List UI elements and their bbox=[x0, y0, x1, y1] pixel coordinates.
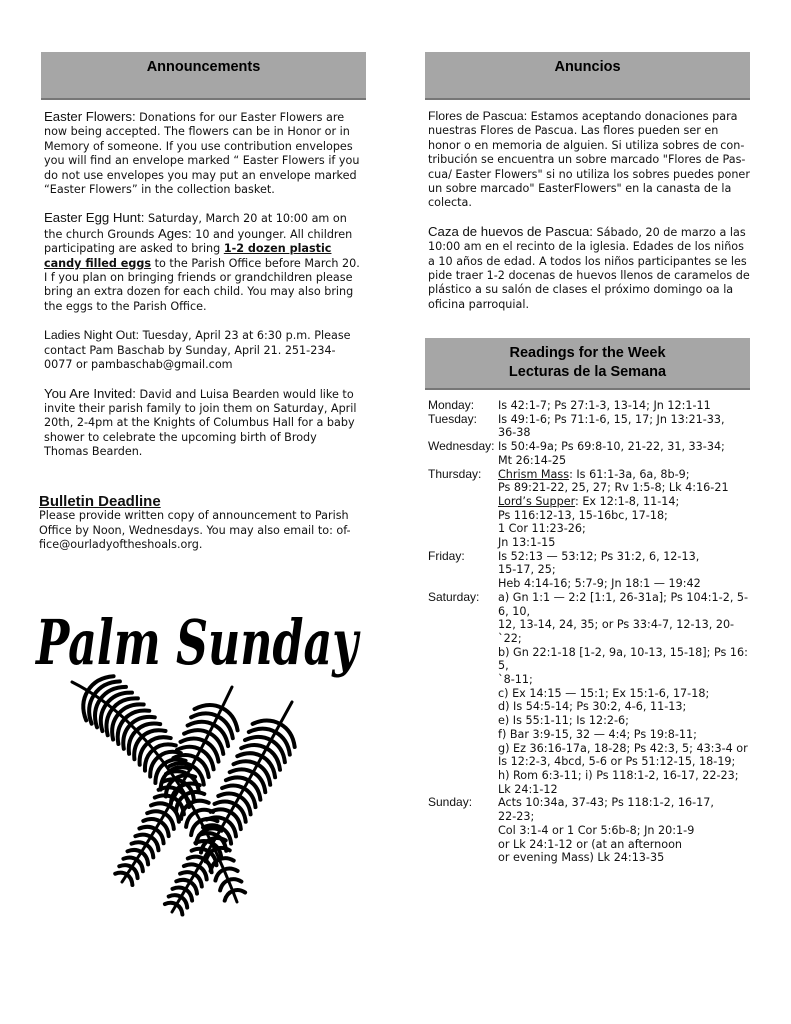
palm-leaflet bbox=[128, 850, 142, 852]
anuncios-body bbox=[428, 109, 750, 312]
palm-leaflet bbox=[245, 737, 271, 740]
palm-leaflet bbox=[233, 890, 245, 892]
reading-line: Heb 4:14-16; 5:7-9; Jn 18:1 — 19:42 bbox=[498, 577, 701, 591]
reading-thursday bbox=[428, 468, 758, 550]
announcements-body bbox=[44, 110, 364, 460]
reading-text bbox=[498, 468, 758, 550]
palm-leaflet bbox=[224, 869, 238, 871]
egg-hunt-text-2: 10 and younger. All children participating are asked to bring bbox=[44, 227, 353, 256]
egg-hunt-paragraph bbox=[44, 211, 364, 314]
palm-leaflet bbox=[253, 720, 280, 723]
palm-leaflet bbox=[148, 737, 171, 743]
reading-line: d) Is 54:5-14; Ps 30:2, 4-6, 11-13; bbox=[498, 700, 687, 714]
palm-leaflet bbox=[137, 860, 143, 872]
palm-leaflet bbox=[184, 864, 199, 866]
invited-lead: You Are Invited: bbox=[44, 385, 136, 401]
egg-hunt-emphasis: 1-2 dozen plastic candy filled eggs bbox=[44, 242, 332, 270]
palm-leaflet bbox=[188, 857, 204, 859]
invited-text: David and Luisa Bearden would like to invite their parish family to join them on Saturday, April 20th, 2-4pm at the Knights of Columbus Hall for a baby shower to celebrate the upcoming birth of Brody Thomas Bearden. bbox=[44, 387, 357, 459]
palm-leaflet bbox=[123, 858, 136, 860]
reading-line: or evening Mass) Lk 24:13-35 bbox=[498, 851, 665, 865]
reading-day: Saturday: bbox=[428, 589, 480, 604]
reading-day: Thursday: bbox=[428, 466, 482, 481]
anuncios-title: Anuncios bbox=[554, 59, 621, 75]
palm-leaflet bbox=[226, 777, 249, 780]
reading-line: 36-38 bbox=[498, 426, 531, 440]
reading-line: 1 Cor 11:23-26; bbox=[498, 522, 586, 536]
palm-leaflet bbox=[249, 729, 276, 732]
palm-frond-icon bbox=[72, 676, 295, 914]
ladies-night-text: Tuesday, April 23 at 6:30 p.m. Please contact Pam Baschab by Sunday, April 21. 251-234-0077 or pambaschab@gmail.com bbox=[44, 329, 351, 372]
palm-leaflet bbox=[176, 880, 190, 882]
reading-line: Is 49:1-6; Ps 71:1-6, 15, 17; Jn 13:21-33, bbox=[498, 412, 725, 426]
palm-leaflet bbox=[147, 811, 165, 813]
chrism-mass-text: : Is 61:1-3a, 6a, 8b-9; bbox=[569, 467, 690, 481]
reading-line: e) Is 55:1-11; Is 12:2-6; bbox=[498, 714, 629, 728]
reading-line: `22; bbox=[498, 631, 522, 645]
readings-title-spanish: Lecturas de la Semana bbox=[508, 364, 667, 380]
easter-flowers-lead: Easter Flowers: bbox=[44, 109, 136, 124]
reading-line: Is 12:2-3, 4bcd, 5-6 or Ps 51:12-15, 18-19; bbox=[498, 755, 736, 769]
palm-leaflet bbox=[180, 872, 194, 874]
reading-line: Is 42:1-7; Ps 27:1-3, 13-14; Jn 12:1-11 bbox=[498, 399, 711, 412]
palm-leaflet bbox=[132, 842, 147, 844]
reading-monday bbox=[428, 399, 758, 413]
palm-leaflet bbox=[181, 738, 205, 741]
reading-line: or Lk 24:1-12 or (at an afternoon bbox=[498, 837, 683, 851]
invited-paragraph bbox=[44, 387, 364, 460]
reading-line: Col 3:1-4 or 1 Cor 5:6b-8; Jn 20:1-9 bbox=[498, 823, 695, 837]
bulletin-deadline-text: Please provide written copy of announcement to Parish Office by Noon, Wednesdays. You may also email to: of-fice@ourladyoftheshoals.org. bbox=[39, 509, 351, 552]
caza-paragraph bbox=[428, 225, 750, 312]
reading-line: `8-11; bbox=[498, 673, 533, 687]
palm-leaflet bbox=[177, 747, 201, 750]
palm-sunday-illustration bbox=[32, 582, 362, 922]
palm-leaflet bbox=[191, 713, 218, 717]
palm-leaflet bbox=[177, 905, 183, 915]
reading-friday bbox=[428, 550, 758, 591]
reading-line bbox=[498, 495, 758, 509]
palm-leaflet bbox=[218, 793, 239, 796]
reading-text bbox=[498, 399, 758, 413]
palm-leaflet bbox=[141, 852, 148, 864]
palm-leaflet bbox=[215, 870, 223, 881]
reading-line: Ps 89:21-22, 25, 27; Rv 1:5-8; Lk 4:16-21 bbox=[498, 481, 729, 495]
flores-text: Estamos aceptando donaciones para nuestras Flores de Pascua. Las flores pueden ser en honor o en memoria de alguien. Si utiliza sobres de con-tribución se encuentra un sobre marcado "Flores de Pas-cua/ Easter Flowers" si no utiliza los sobres puedes poner un sobre marcado" EasterFlowers" en la canasta de la colecta. bbox=[428, 110, 750, 210]
reading-text bbox=[498, 796, 758, 865]
ladies-night-lead: Ladies Night Out: bbox=[44, 328, 140, 343]
palm-sunday-title: Palm Sunday bbox=[34, 606, 361, 679]
palm-leaflet bbox=[143, 819, 160, 821]
easter-flowers-text: Donations for our Easter Flowers are now being accepted. The flowers can be in Honor or in Memory of someone. If you use contribution envelopes you will find an envelope marked “ Easter Flowers if you do not use envelopes you may put an envelope marked “Easter Flowers” in the collection basket. bbox=[44, 111, 360, 197]
palm-leaflet bbox=[237, 753, 262, 756]
anuncios-header bbox=[425, 52, 750, 100]
reading-wednesday bbox=[428, 440, 758, 467]
palm-leaflet bbox=[228, 879, 241, 881]
reading-line: g) Ez 36:16-17a, 18-28; Ps 42:3, 5; 43:3-4 or bbox=[498, 741, 748, 755]
reading-day: Wednesday: bbox=[428, 439, 495, 454]
chrism-mass-label: Chrism Mass bbox=[498, 467, 570, 481]
reading-day: Tuesday: bbox=[428, 411, 477, 426]
reading-text bbox=[498, 591, 758, 797]
reading-line: c) Ex 14:15 — 15:1; Ex 15:1-6, 17-18; bbox=[498, 686, 710, 700]
reading-line: 12, 13-14, 24, 35; or Ps 33:4-7, 12-13, 20- bbox=[498, 618, 735, 632]
bulletin-deadline-title: Bulletin Deadline bbox=[39, 493, 161, 510]
palm-leaflet bbox=[188, 722, 214, 726]
reading-line: 15-17, 25; bbox=[498, 563, 556, 577]
palm-leaflet bbox=[186, 889, 193, 900]
reading-day: Monday: bbox=[428, 398, 475, 412]
palm-leaflet bbox=[195, 705, 222, 709]
reading-line: f) Bar 3:9-15, 32 — 4:4; Ps 19:8-11; bbox=[498, 727, 697, 741]
caza-text: Sábado, 20 de marzo a las 10:00 am en el recinto de la iglesia. Edades de los niños a 10 años de edad. A todos los niños participantes se les pide traer 1-2 docenas de huevos llenos de caramelos de plástico a su salón de clases el próximo domingo oa la oficina parroquial. bbox=[428, 225, 750, 311]
reading-tuesday bbox=[428, 413, 758, 440]
egg-hunt-text-1: Saturday, March 20 at 10:00 am on the church Grounds bbox=[44, 212, 347, 241]
reading-line: Is 52:13 — 53:12; Ps 31:2, 6, 12-13, bbox=[498, 549, 700, 563]
reading-line: Is 50:4-9a; Ps 69:8-10, 21-22, 31, 33-34; bbox=[498, 440, 725, 454]
palm-leaflet bbox=[139, 827, 155, 829]
reading-day: Friday: bbox=[428, 548, 465, 563]
ladies-night-paragraph bbox=[44, 328, 364, 372]
reading-day: Sunday: bbox=[428, 795, 473, 810]
palm-leaflet bbox=[135, 835, 151, 837]
reading-saturday bbox=[428, 591, 758, 797]
egg-hunt-ages-label: Ages: bbox=[157, 225, 192, 241]
caza-lead: Caza de huevos de Pascua: bbox=[428, 223, 593, 239]
palm-leaflet bbox=[173, 755, 196, 758]
flores-lead: Flores de Pascua: bbox=[428, 109, 528, 123]
reading-line bbox=[498, 468, 758, 482]
palm-leaflet bbox=[192, 849, 208, 851]
palm-leaflet bbox=[83, 691, 88, 721]
lords-supper-text: : Ex 12:1-8, 11-14; bbox=[575, 494, 680, 508]
palm-leaflet bbox=[132, 867, 138, 878]
readings-header bbox=[425, 338, 750, 390]
reading-line: a) Gn 1:1 — 2:2 [1:1, 26-31a]; Ps 104:1-2, 5- bbox=[498, 590, 749, 604]
easter-flowers-paragraph bbox=[44, 110, 364, 197]
flores-paragraph bbox=[428, 109, 750, 211]
bulletin-deadline bbox=[39, 495, 359, 553]
reading-line: Jn 13:1-15 bbox=[498, 536, 556, 550]
reading-line: Ps 116:12-13, 15-16bc, 17-18; bbox=[498, 508, 668, 522]
lords-supper-label: Lord’s Supper bbox=[498, 494, 576, 508]
reading-text bbox=[498, 550, 758, 591]
palm-leaflet bbox=[151, 803, 169, 806]
palm-leaflet bbox=[230, 769, 253, 772]
egg-hunt-text-3: to the Parish Office before March 20. I f you plan on bringing friends or grandchildren please bring an extra dozen for each child. You may also bring the eggs to the Parish Office. bbox=[44, 256, 360, 313]
palm-leaflet bbox=[222, 785, 244, 788]
announcements-header bbox=[41, 52, 366, 100]
palm-leaflet bbox=[127, 875, 132, 885]
reading-line: 22-23; bbox=[498, 810, 535, 824]
announcements-title: Announcements bbox=[146, 59, 261, 75]
palm-leaflet bbox=[166, 771, 187, 774]
palm-leaflet bbox=[181, 897, 187, 908]
palm-leaflet bbox=[184, 730, 209, 734]
reading-line: Mt 26:14-25 bbox=[498, 453, 567, 467]
reading-text bbox=[498, 413, 758, 440]
palm-leaflet bbox=[241, 745, 266, 748]
readings-title-english: Readings for the Week bbox=[509, 345, 666, 361]
palm-leaflet bbox=[211, 809, 231, 812]
reading-line: b) Gn 22:1-18 [1-2, 9a, 10-13, 15-18]; Ps 16: 5, bbox=[498, 645, 748, 673]
reading-sunday bbox=[428, 796, 758, 865]
egg-hunt-lead: Easter Egg Hunt: bbox=[44, 210, 145, 226]
readings-list bbox=[428, 399, 758, 865]
palm-leaflet bbox=[215, 801, 236, 804]
reading-line: Lk 24:1-12 bbox=[498, 782, 558, 796]
reading-line: 6, 10, bbox=[498, 604, 531, 618]
reading-line: h) Rom 6:3-11; i) Ps 118:1-2, 16-17, 22-23; bbox=[498, 768, 739, 782]
reading-text bbox=[498, 440, 758, 467]
reading-line: Acts 10:34a, 37-43; Ps 118:1-2, 16-17, bbox=[498, 796, 714, 810]
palm-leaflet bbox=[154, 744, 176, 749]
palm-leaflet bbox=[234, 761, 258, 764]
